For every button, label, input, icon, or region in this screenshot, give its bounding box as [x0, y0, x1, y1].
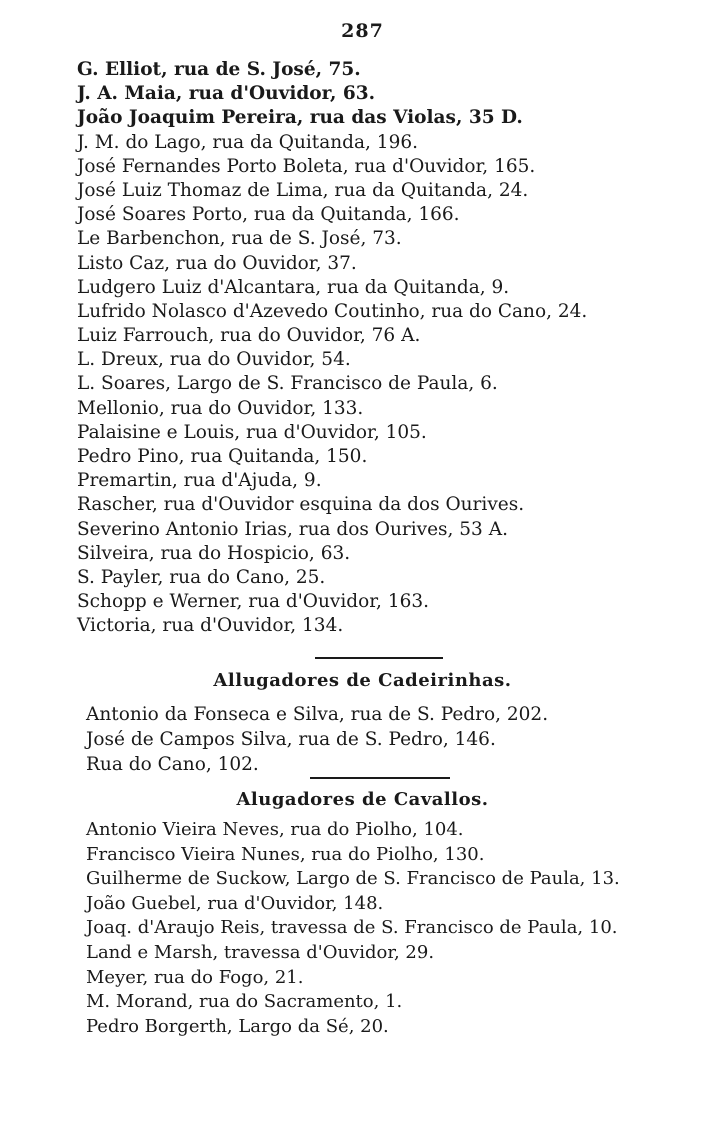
- list-item: Palaisine e Louis, rua d'Ouvidor, 105.: [77, 421, 427, 443]
- list-item: José Luiz Thomaz de Lima, rua da Quitanda, 24.: [77, 179, 529, 201]
- list-item: José Fernandes Porto Boleta, rua d'Ouvidor, 165.: [77, 155, 536, 177]
- page-number: 287: [341, 20, 384, 42]
- list-item: Severino Antonio Irias, rua dos Ourives, 53 A.: [77, 518, 508, 540]
- section-divider: [315, 657, 443, 659]
- merchant-list: [77, 58, 587, 639]
- list-item: Rascher, rua d'Ouvidor esquina da dos Ourives.: [77, 494, 525, 516]
- list-item: Francisco Vieira Nunes, rua do Piolho, 130.: [86, 843, 485, 865]
- list-item: João Joaquim Pereira, rua das Violas, 35 D.: [77, 107, 523, 129]
- list-item: Schopp e Werner, rua d'Ouvidor, 163.: [77, 591, 430, 613]
- list-item: Le Barbenchon, rua de S. José, 73.: [77, 228, 402, 250]
- list-item: Premartin, rua d'Ajuda, 9.: [77, 470, 322, 492]
- list-item: Pedro Pino, rua Quitanda, 150.: [77, 446, 368, 467]
- list-item: G. Elliot, rua de S. José, 75.: [77, 59, 361, 80]
- list-item: Listo Caz, rua do Ouvidor, 37.: [77, 252, 357, 274]
- list-item: S. Payler, rua do Cano, 25.: [77, 566, 326, 588]
- list-item: Luiz Farrouch, rua do Ouvidor, 76 A.: [77, 325, 421, 347]
- section-title-cadeirinhas: Allugadores de Cadeirinhas.: [213, 670, 512, 691]
- list-item: Antonio da Fonseca e Silva, rua de S. Pedro, 202.: [86, 704, 549, 725]
- list-item: M. Morand, rua do Sacramento, 1.: [86, 991, 403, 1013]
- list-item: Victoria, rua d'Ouvidor, 134.: [77, 615, 344, 637]
- list-item: L. Soares, Largo de S. Francisco de Paula, 6.: [77, 373, 498, 395]
- list-item: Silveira, rua do Hospicio, 63.: [77, 542, 351, 564]
- list-item: Land e Marsh, travessa d'Ouvidor, 29.: [86, 941, 435, 963]
- list-item: José de Campos Silva, rua de S. Pedro, 146.: [86, 729, 496, 750]
- list-item: Rua do Cano, 102.: [86, 754, 259, 775]
- list-item: Lufrido Nolasco d'Azevedo Coutinho, rua do Cano, 24.: [77, 300, 588, 322]
- cavallos-list: [86, 818, 620, 1039]
- list-item: Guilherme de Suckow, Largo de S. Francisco de Paula, 13.: [86, 868, 620, 890]
- list-item: José Soares Porto, rua da Quitanda, 166.: [77, 204, 460, 226]
- list-item: Pedro Borgerth, Largo da Sé, 20.: [86, 1015, 389, 1037]
- list-item: Mellonio, rua do Ouvidor, 133.: [77, 397, 364, 419]
- list-item: Antonio Vieira Neves, rua do Piolho, 104.: [86, 819, 464, 840]
- list-item: L. Dreux, rua do Ouvidor, 54.: [77, 349, 351, 371]
- cadeirinhas-list: [86, 702, 548, 777]
- list-item: J. A. Maia, rua d'Ouvidor, 63.: [77, 83, 376, 105]
- section-title-cavallos: Alugadores de Cavallos.: [236, 789, 489, 810]
- list-item: Meyer, rua do Fogo, 21.: [86, 966, 304, 988]
- list-item: Ludgero Luiz d'Alcantara, rua da Quitanda, 9.: [77, 276, 510, 298]
- list-item: Joaq. d'Araujo Reis, travessa de S. Francisco de Paula, 10.: [86, 917, 618, 939]
- section-divider: [310, 777, 450, 779]
- list-item: J. M. do Lago, rua da Quitanda, 196.: [77, 131, 418, 153]
- list-item: João Guebel, rua d'Ouvidor, 148.: [86, 892, 384, 914]
